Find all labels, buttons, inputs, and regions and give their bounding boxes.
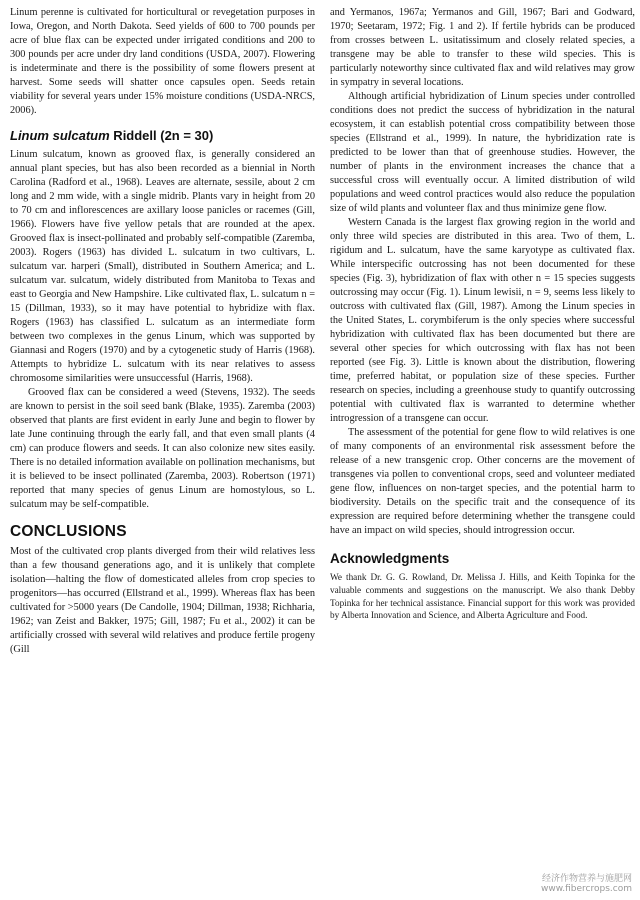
paragraph-grooved-flax-weed: Grooved flax can be considered a weed (Stevens, 1932). The seeds are known to persist in the soil seed bank (Blake, 1935). Zaremba (2003) observed that plants are first evident in early June and begin to flower by late June continuing through the early fall, and that even small plants (4 cm) can produce flowers and seeds. It can also colonize new sites easily. There is no detailed information available on pollination mechanisms, but it is believed to be insect pollinated (Zaremba, 2003). Robertson (1971) reported that many species of genus Linum are homostylous, so L. sulcatum may be self-compatible.: [10, 386, 315, 510]
paragraph-risk-assessment: The assessment of the potential for gene flow to wild relatives is one of many components of an environmental risk assessment before the release of a new transgenic crop. Other concerns are the movement of transgenes via pollen to conventional crops, seed and volunteer mediated gene flow, influences on non-target species, and the potential harm to biodiversity. Details on the specific trait and the consequence of its expression are required before determining whether the transgene could have an impact on wild species, should introgression occur.: [330, 427, 635, 536]
site-watermark: [541, 871, 632, 894]
paragraph-fertile-hybrids: and Yermanos, 1967a; Yermanos and Gill, 1967; Bari and Godward, 1970; Seetaram, 1972; Fig. 1 and 2). If fertile hybrids can be produced from crosses between L. usitatissimum and closely related species, a transgene may be able to transfer to these wild species. This is particularly noteworthy since cultivated flax and wild relatives may grow in sympatry in several locations.: [330, 7, 635, 88]
paragraph-conclusions: Most of the cultivated crop plants diverged from their wild relatives less than a few thousand generations ago, and it is unlikely that complete isolation—halting the flow of domesticated alleles from crop species to progenitors—has occurred (Ellstrand et al., 1999). Whereas flax has been cultivated for >5000 years (De Candolle, 1904; Dillman, 1938; Richharia, 1962; van Zeist and Bakker, 1975; Gill, 1987; Fu et al., 2002) it can be artificially crossed with several wild relatives and produce fertile progeny (Gill: [10, 545, 315, 655]
right-column: [330, 6, 635, 622]
paragraph-sulcatum-description: Linum sulcatum, known as grooved flax, is generally considered an annual plant species, but has also been recorded as a biennial in North Carolina (Radford et al., 1968). Leaves are alternate, sessile, about 2 cm long and 2 mm wide, with a single midrib. Plants vary in height from 20 to 70 cm and inflorescences are axillary loose panicles or racemes (Gill, 1966). Flowers have five yellow petals that are rounded at the apex. Grooved flax is insect-pollinated and probably self-compatible (Zaremba, 2003). Rogers (1963) has divided L. sulcatum in two cultivars, L. sulcatum var. harperi (Small), distributed in Southern America; and L. sulcatum var. sulcatum, widely distributed from Manitoba to Texas and east to Georgia and New Hampshire. Like cultivated flax, L. sulcatum n = 15 (Dillman, 1933), so it may have potential to hybridize with flax. Rogers (1963) has classified L. sulcatum as an intermediate form between two complexes in the genus Linum, which was supported by Giannasi and Rogers (1970) and by a cytogenetic study of Harris (1968). Attempts to hybridize L. sulcatum with its near relatives to assess chromosome similarities were unsuccessful (Harris, 1968).: [10, 148, 315, 384]
paragraph-artificial-hybridization: Although artificial hybridization of Linum species under controlled conditions does not predict the success of hybridization in the natural ecosystem, it can establish potential cross compatibility between those species (Ellstrand et al., 1999). In nature, the hybridization rate is predicted to be lower than that of greenhouse studies. However, the number of plants in the environment increases the chance that a successful cross will eventually occur. A limited distribution of wild populations and weed control practices would also reduce the population size of wild plants and volunteer flax and thus minimize gene flow.: [330, 91, 635, 214]
paragraph-western-canada: Western Canada is the largest flax growing region in the world and only three wild species are distributed in this area. Two of them, L. rigidum and L. sulcatum, have the same karyotype as cultivated flax. While interspecific outcrossing has not been documented for these species (Fig. 3), hybridization of flax with other n = 15 species suggests outcrossing may occur (Fig. 1). Linum lewisii, n = 9, seems less likely to outcross with cultivated flax (Gill, 1987). Among the Linum species in the United States, L. corymbiferum is the only species where successful hybridization with cultivated flax has been documented but there are several other species for which outcrossing with flax has not been reported (see Fig. 3). Little is known about the distribution, flowering time, preferred habitat, or population size of these species. Further research on species, including a greenhouse study to quantify outcrossing potential with cultivated flax is warranted to determine whether introgression of a transgene can occur.: [330, 217, 635, 424]
paragraph-acknowledgments: We thank Dr. G. G. Rowland, Dr. Melissa J. Hills, and Keith Topinka for the valuable comments and suggestions on the manuscript. We also thank Debby Topinka for her technical assistance. Financial support for this work was provided by Alberta Innovation and Science, and Alberta Agriculture and Food.: [330, 572, 635, 621]
watermark-line-chinese: 经济作物营养与施肥网: [541, 874, 632, 884]
watermark-line-url: www.fibercrops.com: [541, 884, 632, 894]
left-column: [10, 6, 315, 657]
section-heading-conclusions: CONCLUSIONS: [10, 522, 127, 540]
heading-species-name: Linum sulcatum: [10, 128, 110, 143]
paragraph-linum-perenne: Linum perenne is cultivated for horticultural or revegetation purposes in Iowa, Oregon, and North Dakota. Seed yields of 600 to 700 pounds per acre of blue flax can be expected under irrigated conditions and 200 to 300 pounds per acre under dry land conditions (USDA, 2007). Flowering is indeterminate and there is the possibility of some flowers present at harvest. Some seeds will shatter once capsules open. Seeds retain viability for several years under 15% moisture conditions (USDA-NRCS, 2006).: [10, 7, 315, 116]
heading-species-rest: Riddell (2n = 30): [109, 128, 214, 143]
section-heading-linum-sulcatum: [10, 127, 315, 145]
section-heading-acknowledgments: Acknowledgments: [330, 551, 450, 566]
